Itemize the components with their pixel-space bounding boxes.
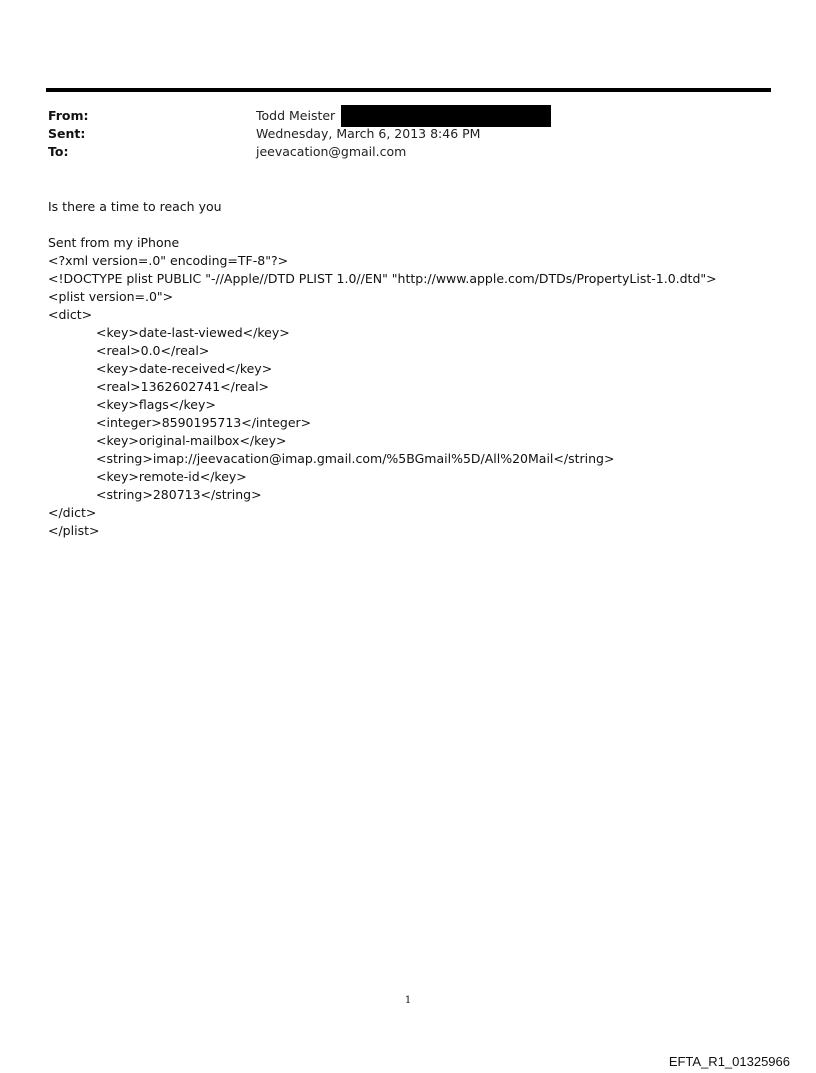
xml-line: <?xml version=.0" encoding=TF-8"?> — [48, 253, 289, 268]
header-rule — [46, 88, 771, 92]
xml-line: <string>280713</string> — [96, 487, 262, 502]
to-value: jeevacation@gmail.com — [256, 144, 407, 159]
xml-line: <real>1362602741</real> — [96, 379, 270, 394]
document-id: EFTA_R1_01325966 — [668, 1054, 790, 1069]
xml-line: <key>original-mailbox</key> — [96, 433, 287, 448]
from-value: Todd Meister — [256, 108, 336, 123]
page-number: 1 — [404, 995, 412, 1006]
xml-line: <!DOCTYPE plist PUBLIC "-//Apple//DTD PLIST 1.0//EN" "http://www.apple.com/DTDs/PropertyList-1.0.dtd"> — [48, 271, 717, 286]
signature-text: Sent from my iPhone — [48, 235, 180, 250]
from-label: From: — [48, 108, 89, 123]
sent-label: Sent: — [48, 126, 86, 141]
xml-line: <string>imap://jeevacation@imap.gmail.com/%5BGmail%5D/All%20Mail</string> — [96, 451, 615, 466]
redaction-block — [341, 105, 551, 127]
xml-line: <key>remote-id</key> — [96, 469, 247, 484]
email-body — [48, 198, 788, 540]
xml-line: <key>date-last-viewed</key> — [96, 325, 290, 340]
xml-line: <plist version=.0"> — [48, 289, 174, 304]
xml-line: <key>date-received</key> — [96, 361, 273, 376]
xml-line: <real>0.0</real> — [96, 343, 210, 358]
sent-value: Wednesday, March 6, 2013 8:46 PM — [256, 126, 481, 141]
xml-line: <integer>8590195713</integer> — [96, 415, 312, 430]
message-text: Is there a time to reach you — [48, 199, 222, 214]
xml-line: <dict> — [48, 307, 93, 322]
xml-line: </plist> — [48, 523, 100, 538]
xml-line: </dict> — [48, 505, 97, 520]
to-label: To: — [48, 144, 69, 159]
xml-line: <key>flags</key> — [96, 397, 216, 412]
